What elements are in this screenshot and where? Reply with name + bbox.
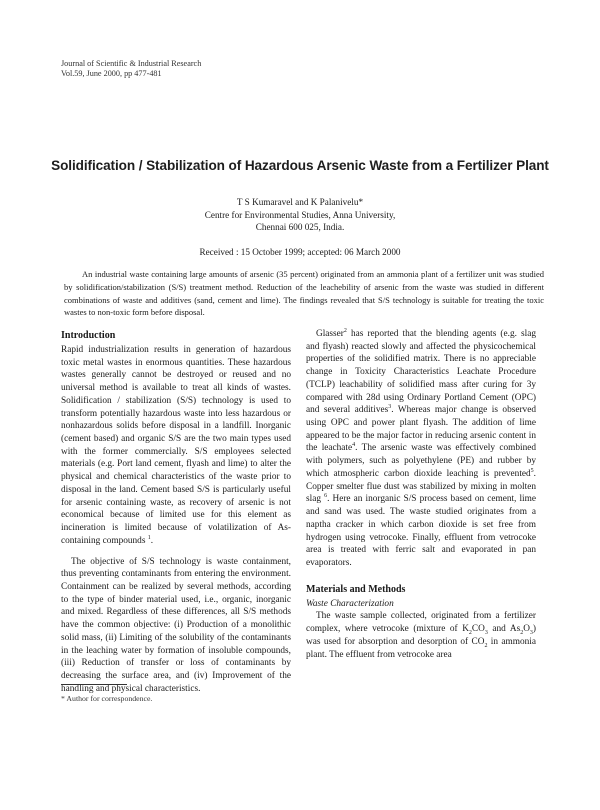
- ref-5: 5: [530, 467, 534, 474]
- affiliation-line-1: Centre for Environmental Studies, Anna University,: [204, 209, 396, 220]
- affiliation-line-2: Chennai 600 025, India.: [255, 222, 345, 232]
- authors: T S Kumaravel and K Palanivelu*: [236, 197, 364, 207]
- footnote: * Author for correspondence.: [61, 694, 153, 703]
- abstract-text: An industrial waste containing large amounts of arsenic (35 percent) originated from an ammonia plant of a fertilizer unit was studied by solidification/stabilization (S/S) treatment method. Reduction of the leachebility of arsenic from the waste was studied in different combinations of waste and additives (sand, cement and lime). The findings revealed that S/S technology is suitable for treating the toxic wastes to non-toxic form before disposal.: [64, 269, 544, 318]
- intro-paragraph-2: The objective of S/S technology is waste containment, thus preventing contaminants from entering the environment. Containment can be realized by several methods, according to the type of binder material used, i.e., organic, inorganic and mixed. Regardless of these differences, all S/S methods have the common objective: (i) Production of a monolithic solid mass, (ii) Limiting of the solubility of the contaminants in the leaching water by formation of insoluble compounds, (iii) Reduction of transfer or loss of contaminants by decreasing the surface area, and (iv) Improvement of the handling and physical characteristics.: [61, 556, 291, 694]
- intro-paragraph-1: Rapid industrialization results in generation of hazardous toxic metal wastes in enormous quantities. These hazardous wastes generally cannot be destroyed or reused and no universal method is available to treat all kinds of wastes. Solidification / stabilization (S/S) technology is used to transform potentially hazardous waste into less hazardous or nonhazardous solids before disposal in a landfill. Inorganic (cement based) and organic S/S are the two main types used with the former commercially. S/S employees selected materials (e.g. Port land cement, flyash and lime) to alter the physical and chemical characteristics of the waste prior to disposal in the land. Cement based S/S is particularly useful for arsenic containing waste, as recovery of arsenic is not economical because of limited use for this element as incineration is limited because of volatilization of As-containing compounds $^1$.: [61, 345, 291, 546]
- journal-name: Journal of Scientific & Industrial Research: [61, 59, 202, 68]
- right-column: [306, 328, 536, 661]
- author-block: [0, 196, 600, 234]
- ref-2: 2: [343, 327, 347, 334]
- ref-3: 3: [388, 404, 392, 411]
- ref-4: 4: [352, 442, 356, 449]
- journal-header: [61, 59, 201, 79]
- intro-paragraph-3: Glasser$^2$ has reported that the blending agents (e.g. slag and flyash) reacted slowly and affected the physicochemical properties of the solidified matrix. There is no appreciable change in Toxicity Characteristics Leachate Procedure (TCLP) leachability of solidified mass after curing for 3y compared with 28d using Ordinary Portland Cement (OPC) and several additives$^3$. Whereas major change is observed using OPC and power plant flyash. The addition of lime appeared to be the major factor in reducing arsenic content in the leachate$^4$. The arsenic waste was effectively combined with polymers, such as polyethylene (PE) and rubber by which atmospheric carbon dioxide leaching is prevented$^5$. Copper smelter flue dust was stabilized by mixing in molten slag $^6$. Here an inorganic S/S process based on cement, lime and sand was used. The waste studied originates from a naptha cracker in which carbon dioxide is set free from hydrogen using vetrocoke. Finally, effluent from vetrocoke area is treated with ferric salt and evaporated in pan evaporators.: [306, 327, 536, 568]
- paper-title: Solidification / Stabilization of Hazardous Arsenic Waste from a Fertilizer Plant: [51, 158, 549, 173]
- waste-characterization-subheading: Waste Characterization: [306, 598, 394, 609]
- ref-6: 6: [324, 493, 328, 500]
- methods-paragraph-1: The waste sample collected, originated from a fertilizer complex, where vetrocoke (mixture of $K_2CO_3$ and $As_2O_3$) was used for absorption and desorption of $CO_2$ in ammonia plant. The effluent from vetrocoke area: [306, 611, 537, 660]
- ref-1: 1: [147, 534, 151, 541]
- footnote-rule: [61, 684, 127, 685]
- abstract: [64, 268, 544, 319]
- methods-heading: Materials and Methods: [306, 583, 406, 595]
- left-column: [61, 330, 291, 695]
- introduction-heading: Introduction: [61, 330, 116, 341]
- journal-issue: Vol.59, June 2000, pp 477-481: [61, 69, 162, 78]
- received-dates: Received : 15 October 1999; accepted: 06 March 2000: [199, 247, 401, 257]
